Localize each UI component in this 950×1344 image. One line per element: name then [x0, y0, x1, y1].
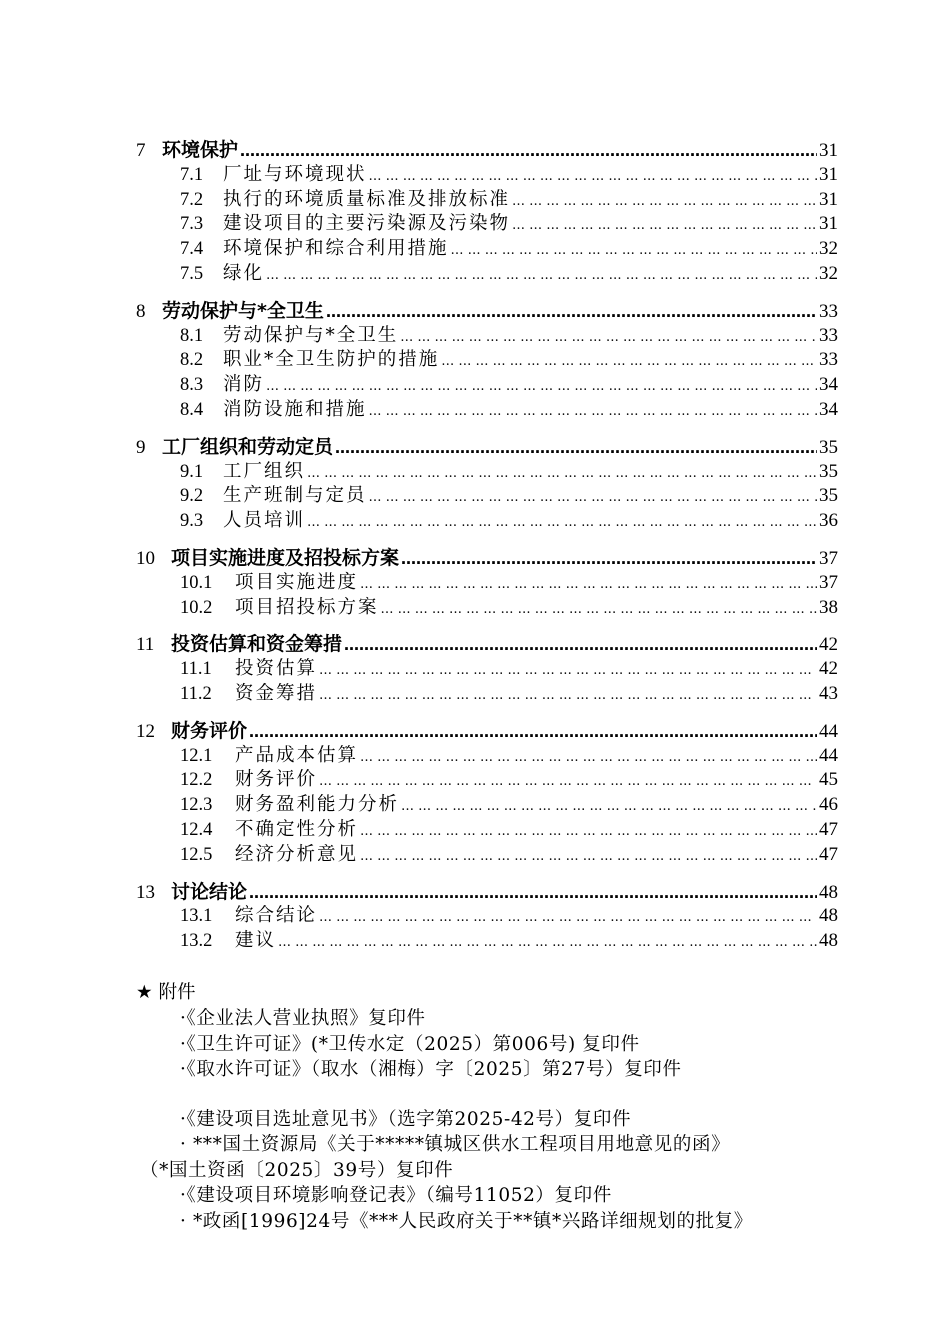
- leader-dots: [240, 138, 817, 164]
- chapter-title: 讨论结论: [171, 880, 248, 903]
- section-number: 10.1: [180, 572, 213, 593]
- section-title: 人员培训: [223, 510, 306, 532]
- leader-dots: [441, 348, 817, 375]
- page-number: 33: [819, 349, 838, 371]
- page-number: 31: [819, 188, 838, 210]
- annex-item: ·《取水许可证》（取水（湘梅）字〔2025〕第27号）复印件: [180, 1059, 682, 1080]
- toc-chapter-row[interactable]: [136, 880, 838, 905]
- leader-dots: [360, 571, 817, 598]
- section-number: 7.5: [180, 263, 204, 284]
- page-number: 31: [819, 140, 838, 161]
- leader-dots: [326, 299, 817, 325]
- section-title: 消防: [223, 374, 265, 396]
- page-number: 33: [819, 300, 838, 322]
- page-number: 43: [819, 682, 838, 704]
- section-title: 厂址与环境现状: [223, 163, 367, 185]
- section-number: 11.1: [180, 659, 212, 680]
- leader-dots: [512, 212, 817, 239]
- page-number: 34: [819, 374, 838, 396]
- chapter-number: 7: [136, 140, 146, 161]
- chapter-number: 12: [136, 720, 155, 742]
- section-number: 8.4: [180, 399, 204, 420]
- leader-dots: [319, 904, 817, 931]
- section-title: 环境保护和综合利用措施: [223, 238, 449, 260]
- page-number: 44: [819, 720, 838, 742]
- toc-section-row[interactable]: [136, 571, 838, 596]
- toc-chapter-row[interactable]: [136, 435, 838, 460]
- section-title: 资金筹措: [235, 682, 318, 704]
- section-number: 8.3: [180, 375, 204, 396]
- toc-section-row[interactable]: [136, 460, 838, 485]
- section-number: 13.2: [180, 931, 213, 952]
- chapter-number: 10: [136, 547, 155, 569]
- page-number: 35: [819, 460, 838, 482]
- leader-dots: [512, 188, 817, 215]
- leader-dots: [319, 768, 817, 795]
- page-number: 48: [819, 881, 838, 903]
- annex-item: · *政函[1996]24号《***人民政府关于**镇*兴路详细规划的批复》: [180, 1210, 753, 1232]
- toc-section-row[interactable]: [136, 843, 838, 868]
- section-title: 项目招投标方案: [235, 596, 379, 618]
- toc-section-row[interactable]: [136, 398, 838, 423]
- leader-dots: [249, 719, 817, 745]
- section-title: 产品成本估算: [235, 744, 359, 766]
- chapter-number: 11: [136, 634, 155, 656]
- section-number: 12.3: [180, 795, 213, 816]
- section-number: 13.1: [180, 906, 213, 927]
- page-number: 35: [819, 436, 838, 458]
- toc-section-row[interactable]: [136, 929, 838, 954]
- section-number: 7.3: [180, 214, 204, 235]
- section-number: 10.2: [180, 597, 213, 618]
- leader-dots: [369, 163, 817, 190]
- chapter-title: 工厂组织和劳动定员: [162, 435, 334, 458]
- section-title: 经济分析意见: [235, 843, 359, 865]
- toc-chapter-row[interactable]: [136, 719, 838, 744]
- leader-dots: [369, 398, 817, 425]
- section-number: 12.1: [180, 745, 213, 766]
- toc-chapter-row[interactable]: [136, 138, 838, 163]
- toc-section-row[interactable]: [136, 484, 838, 509]
- toc-section-row[interactable]: [136, 682, 838, 707]
- annex-title: ★ 附件: [136, 982, 196, 1003]
- page-number: 44: [819, 744, 838, 766]
- page-number: 33: [819, 324, 838, 346]
- section-number: 9.3: [180, 511, 204, 532]
- section-number: 8.2: [180, 350, 204, 371]
- leader-dots: [319, 682, 817, 709]
- section-title: 执行的环境质量标准及排放标准: [223, 188, 511, 210]
- page-number: 48: [819, 930, 838, 952]
- section-number: 7.2: [180, 189, 204, 210]
- section-title: 投资估算: [235, 658, 318, 680]
- leader-dots: [400, 324, 817, 351]
- section-title: 工厂组织: [223, 460, 306, 482]
- toc-section-row[interactable]: [136, 324, 838, 349]
- page-number: 42: [819, 658, 838, 680]
- table-of-contents: [136, 138, 838, 954]
- section-number: 7.4: [180, 239, 204, 260]
- toc-section-row[interactable]: [136, 163, 838, 188]
- chapter-title: 环境保护: [162, 139, 239, 161]
- page-number: 32: [819, 262, 838, 284]
- toc-section-row[interactable]: [136, 373, 838, 398]
- toc-section-row[interactable]: [136, 262, 838, 287]
- page-number: 35: [819, 485, 838, 507]
- leader-dots: [307, 509, 817, 536]
- page-number: 46: [819, 794, 838, 816]
- toc-section-row[interactable]: [136, 657, 838, 682]
- page-number: 45: [819, 769, 838, 791]
- section-title: 劳动保护与*全卫生: [223, 324, 399, 346]
- section-title: 财务评价: [235, 769, 318, 791]
- leader-dots: [278, 929, 817, 956]
- page-number: 38: [819, 596, 838, 618]
- leader-dots: [344, 632, 817, 658]
- annex-item: ·《建设项目选址意见书》（选字第2025-42号）复印件: [180, 1108, 632, 1130]
- annex-item: · ***国土资源局《关于*****镇城区供水工程项目用地意见的函》: [180, 1134, 731, 1155]
- section-number: 12.5: [180, 844, 213, 865]
- section-title: 建设项目的主要污染源及污染物: [223, 213, 511, 235]
- leader-dots: [401, 793, 817, 820]
- leader-dots: [335, 435, 817, 461]
- section-title: 绿化: [223, 262, 265, 284]
- leader-dots: [369, 484, 817, 511]
- annex-section: [136, 980, 856, 1234]
- toc-chapter-row[interactable]: [136, 632, 838, 657]
- page-number: 34: [819, 398, 838, 420]
- section-title: 建议: [235, 930, 277, 952]
- leader-dots: [401, 546, 817, 572]
- toc-section-row[interactable]: [136, 188, 838, 213]
- section-number: 8.1: [180, 325, 204, 346]
- section-number: 11.2: [180, 683, 212, 704]
- toc-section-row[interactable]: [136, 596, 838, 621]
- leader-dots: [360, 744, 817, 771]
- toc-chapter-row[interactable]: [136, 546, 838, 571]
- page-number: 32: [819, 238, 838, 260]
- section-title: 职业*全卫生防护的措施: [223, 349, 440, 371]
- page-number: 48: [819, 905, 838, 927]
- section-number: 9.1: [180, 461, 204, 482]
- leader-dots: [319, 657, 817, 684]
- annex-item: ·《企业法人营业执照》复印件: [180, 1008, 426, 1029]
- page-number: 31: [819, 213, 838, 235]
- section-number: 7.1: [180, 164, 204, 185]
- section-title: 生产班制与定员: [223, 485, 367, 507]
- section-title: 财务盈利能力分析: [235, 794, 400, 816]
- toc-section-row[interactable]: [136, 793, 838, 818]
- annex-item: ·《卫生许可证》(*卫传水定（2025）第006号) 复印件: [180, 1033, 640, 1055]
- toc-section-row[interactable]: [136, 212, 838, 237]
- chapter-number: 8: [136, 300, 146, 322]
- section-number: 9.2: [180, 486, 204, 507]
- chapter-number: 9: [136, 436, 146, 458]
- leader-dots: [360, 818, 817, 845]
- toc-section-row[interactable]: [136, 818, 838, 843]
- leader-dots: [451, 237, 817, 264]
- chapter-number: 13: [136, 881, 155, 903]
- section-title: 消防设施和措施: [223, 398, 367, 420]
- page-number: 37: [819, 547, 838, 569]
- leader-dots: [266, 373, 817, 400]
- section-number: 12.2: [180, 770, 213, 791]
- toc-section-row[interactable]: [136, 348, 838, 373]
- leader-dots: [249, 880, 817, 906]
- leader-dots: [360, 843, 817, 870]
- page-number: 47: [819, 818, 838, 840]
- toc-section-row[interactable]: [136, 904, 838, 929]
- chapter-title: 财务评价: [171, 719, 248, 742]
- toc-section-row[interactable]: [136, 509, 838, 534]
- leader-dots: [266, 262, 817, 289]
- leader-dots: [307, 460, 817, 487]
- section-title: 综合结论: [235, 905, 318, 927]
- toc-section-row[interactable]: [136, 744, 838, 769]
- chapter-title: 项目实施进度及招投标方案: [171, 546, 400, 569]
- toc-section-row[interactable]: [136, 768, 838, 793]
- section-title: 不确定性分析: [235, 818, 359, 840]
- annex-item-continuation: （*国土资函〔2025〕39号）复印件: [140, 1159, 454, 1181]
- page-number: 42: [819, 634, 838, 656]
- chapter-title: 劳动保护与*全卫生: [162, 299, 324, 322]
- leader-dots: [381, 596, 817, 623]
- section-number: 12.4: [180, 819, 213, 840]
- page-number: 37: [819, 571, 838, 593]
- page-number: 31: [819, 163, 838, 185]
- page-number: 47: [819, 843, 838, 865]
- annex-item: ·《建设项目环境影响登记表》（编号11052）复印件: [180, 1185, 612, 1206]
- section-title: 项目实施进度: [235, 571, 359, 593]
- page-number: 36: [819, 510, 838, 532]
- toc-chapter-row[interactable]: [136, 299, 838, 324]
- toc-section-row[interactable]: [136, 237, 838, 262]
- chapter-title: 投资估算和资金筹措: [171, 633, 343, 656]
